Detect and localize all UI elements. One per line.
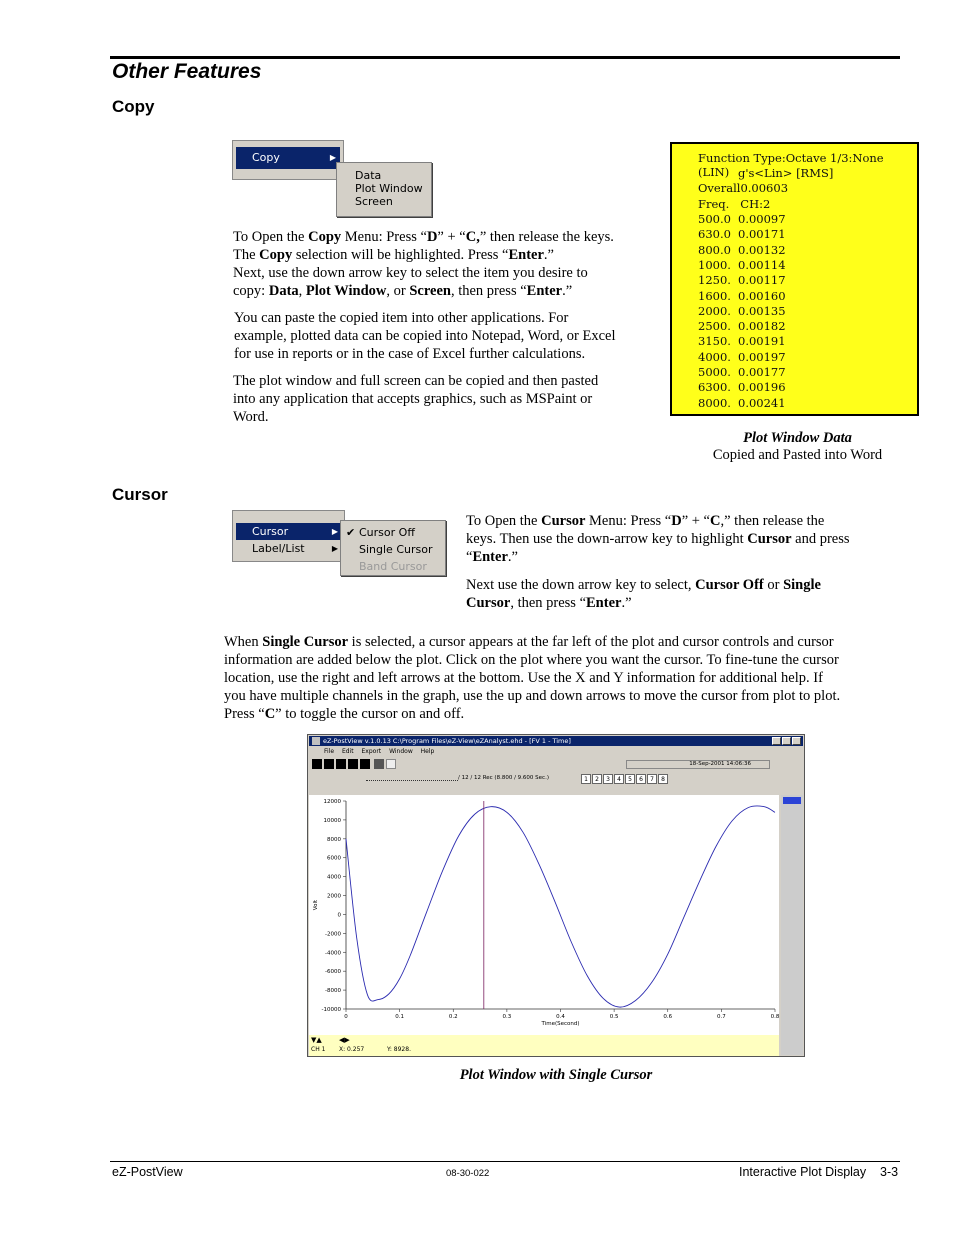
x-tick-label: 0.1 bbox=[395, 1014, 404, 1020]
copy-menu-screenshot bbox=[232, 140, 434, 218]
channel-button[interactable]: 6 bbox=[636, 774, 646, 784]
copy-para-3: The plot window and full screen can be copied and then pasted into any application that accepts graphics, such as MSPaint or Word. bbox=[233, 373, 599, 425]
y-tick-label: 6000 bbox=[327, 855, 341, 862]
minimize-button[interactable] bbox=[772, 737, 781, 745]
copy-menu-item-label: Copy bbox=[252, 151, 280, 164]
copy-menu-item[interactable] bbox=[236, 147, 340, 169]
window-title: eZ-PostView v.1.0.13 C:\Program Files\eZ-View\eZAnalyst.ehd - [FV 1 - Time] bbox=[323, 737, 571, 745]
y-tick-label: 0 bbox=[337, 912, 341, 919]
app-menu-bar bbox=[324, 748, 434, 755]
record-slider[interactable] bbox=[366, 775, 458, 781]
cursor-para-1: To Open the Cursor Menu: Press “D” + “C,” then release the keys. Then use the down-arrow key to highlight Cursor and press “Enter.” bbox=[466, 513, 850, 565]
stop-icon[interactable] bbox=[336, 759, 346, 769]
y-tick-label: 2000 bbox=[327, 893, 341, 900]
cursor-controls bbox=[309, 1035, 779, 1056]
data-box-row: 1250. 0.00117 bbox=[698, 273, 786, 288]
channel-button[interactable]: 2 bbox=[592, 774, 602, 784]
next-record-icon[interactable] bbox=[348, 759, 358, 769]
channel-button[interactable]: 4 bbox=[614, 774, 624, 784]
label-list-menu-item[interactable] bbox=[236, 540, 342, 557]
close-button[interactable] bbox=[792, 737, 801, 745]
copy-heading: Copy bbox=[112, 97, 155, 116]
data-box-row: 1600. 0.00160 bbox=[698, 288, 786, 303]
data-box-row: 800.0 0.00132 bbox=[698, 242, 786, 257]
plot-window-caption: Plot Window with Single Cursor bbox=[459, 1067, 653, 1083]
copy-caption-subtitle: Copied and Pasted into Word bbox=[712, 447, 883, 463]
footer-rule bbox=[110, 1161, 900, 1162]
copy-caption bbox=[700, 430, 895, 464]
copy-submenu-data[interactable]: Data bbox=[355, 169, 382, 182]
submenu-arrow-icon: ▶ bbox=[331, 544, 338, 553]
copy-submenu-plot-window[interactable]: Plot Window bbox=[355, 182, 423, 195]
checkmark-icon: ✔ bbox=[346, 526, 356, 539]
print-icon[interactable] bbox=[374, 759, 384, 769]
x-tick-label: 0.4 bbox=[556, 1014, 565, 1020]
channel-buttons bbox=[581, 774, 681, 784]
data-box-row: 2000. 0.00135 bbox=[698, 303, 786, 318]
data-box-row: 8000. 0.00241 bbox=[698, 395, 786, 410]
y-axis-label: Volt bbox=[313, 899, 319, 911]
menu-file[interactable]: File bbox=[324, 748, 335, 755]
footer-product: eZ-PostView bbox=[112, 1165, 183, 1179]
app-icon bbox=[312, 737, 320, 745]
copy-para-1: To Open the Copy Menu: Press “D” + “C,” then release the keys. The Copy selection will be highlighted. Press “Enter.” Next, use the down arrow key to select the item you desire to copy: Data, Plot Window, or Screen, then press “Enter.” bbox=[233, 229, 614, 299]
date-display: 18-Sep-2001 14:06:36 bbox=[626, 760, 770, 769]
footer-page: Interactive Plot Display 3-3 bbox=[739, 1165, 899, 1179]
top-rule bbox=[110, 56, 900, 59]
copy-submenu bbox=[336, 162, 432, 217]
x-tick-label: 0 bbox=[344, 1014, 348, 1020]
submenu-arrow-icon: ▶ bbox=[329, 153, 336, 162]
data-box-overall: Overall0.00603 bbox=[698, 181, 789, 195]
data-box-row: 4000. 0.00197 bbox=[698, 349, 786, 364]
window-title-bar bbox=[309, 736, 803, 746]
channel-button[interactable]: 5 bbox=[625, 774, 635, 784]
y-tick-label: -6000 bbox=[325, 969, 341, 976]
cursor-x-readout: X: 0.257 bbox=[339, 1046, 365, 1053]
last-record-icon[interactable] bbox=[360, 759, 370, 769]
cursor-submenu-off[interactable]: Cursor Off bbox=[359, 526, 415, 539]
cursor-menu-item-label: Cursor bbox=[252, 525, 289, 538]
cursor-para-2: Next use the down arrow key to select, Cursor Off or Single Cursor, then press “Enter.” bbox=[466, 577, 821, 611]
cursor-channel: CH 1 bbox=[311, 1046, 326, 1053]
record-info: / 12 / 12 Rec (8.800 / 9.600 Sec.) bbox=[458, 775, 549, 781]
plot-window-data-box bbox=[670, 142, 919, 416]
data-box-units: g's<Lin> [RMS] bbox=[738, 166, 834, 180]
x-tick-label: 0.8 bbox=[770, 1014, 779, 1020]
data-box-row: 5000. 0.00177 bbox=[698, 365, 786, 379]
x-tick-label: 0.7 bbox=[717, 1014, 726, 1020]
data-box-row: 500.0 0.00097 bbox=[698, 212, 786, 226]
cursor-submenu bbox=[340, 520, 446, 576]
cursor-submenu-single[interactable]: Single Cursor bbox=[359, 543, 433, 556]
menu-window[interactable]: Window bbox=[389, 748, 413, 755]
time-plot[interactable] bbox=[309, 795, 779, 1035]
cursor-menu-item[interactable] bbox=[236, 523, 342, 540]
menu-help[interactable]: Help bbox=[420, 748, 435, 755]
channel-button[interactable]: 7 bbox=[647, 774, 657, 784]
y-tick-label: -8000 bbox=[325, 988, 341, 995]
y-tick-label: 10000 bbox=[323, 817, 341, 824]
x-tick-label: 0.6 bbox=[663, 1014, 673, 1020]
up-down-arrows-icon[interactable]: ▼▲ bbox=[311, 1036, 322, 1044]
x-tick-label: 0.3 bbox=[502, 1014, 512, 1020]
copy-para-2: You can paste the copied item into other applications. For example, plotted data can be copied into Notepad, Word, or Excel for use in reports or in the case of Excel further calculations. bbox=[234, 310, 616, 362]
cursor-para-3: When Single Cursor is selected, a cursor appears at the far left of the plot and cursor controls and cursor information are added below the plot. Click on the plot where you want the cursor. To fine-tune the cursor location, use the right and left arrows at the bottom. Use the X and Y information for additional help. If you have multiple channels in the graph, use the up and down arrows to move the cursor from plot to plot. Press “C” to toggle the cursor on and off. bbox=[224, 634, 841, 722]
data-box-row: 6300. 0.00196 bbox=[698, 380, 786, 395]
channel-button[interactable]: 8 bbox=[658, 774, 668, 784]
y-tick-label: -10000 bbox=[321, 1007, 341, 1013]
series-line bbox=[346, 806, 775, 1007]
copy-menu bbox=[232, 140, 344, 180]
channel-side-panel bbox=[781, 795, 803, 1055]
cursor-menu-screenshot bbox=[232, 510, 448, 580]
data-box-row: 2500. 0.00182 bbox=[698, 319, 786, 334]
menu-edit[interactable]: Edit bbox=[341, 748, 354, 755]
cursor-submenu-band: Band Cursor bbox=[359, 560, 427, 573]
data-box-row: 3150. 0.00191 bbox=[698, 334, 786, 349]
cursor-menu bbox=[232, 510, 345, 562]
y-tick-label: 8000 bbox=[327, 836, 341, 843]
channel-button[interactable]: 3 bbox=[603, 774, 613, 784]
copy-icon[interactable] bbox=[386, 759, 396, 769]
y-tick-label: 12000 bbox=[323, 799, 341, 805]
y-tick-label: -2000 bbox=[325, 931, 341, 938]
maximize-button[interactable] bbox=[782, 737, 791, 745]
y-tick-label: -4000 bbox=[325, 950, 341, 957]
channel-indicator[interactable] bbox=[783, 797, 801, 804]
prev-record-icon[interactable] bbox=[324, 759, 334, 769]
first-record-icon[interactable] bbox=[312, 759, 322, 769]
left-right-arrows-icon[interactable]: ◀▶ bbox=[339, 1036, 350, 1044]
cursor-y-readout: Y: 8928. bbox=[387, 1046, 411, 1053]
y-tick-label: 4000 bbox=[327, 874, 341, 881]
copy-submenu-screen[interactable]: Screen bbox=[355, 195, 393, 208]
submenu-arrow-icon: ▶ bbox=[331, 527, 338, 536]
cursor-heading: Cursor bbox=[112, 485, 168, 504]
channel-button[interactable]: 1 bbox=[581, 774, 591, 784]
x-axis-label: Time(Second) bbox=[541, 1021, 580, 1027]
ez-postview-window bbox=[307, 734, 805, 1057]
copy-caption-title: Plot Window Data bbox=[743, 430, 852, 446]
plot-area[interactable] bbox=[309, 795, 779, 1035]
section-title: Other Features bbox=[112, 60, 262, 83]
x-tick-label: 0.2 bbox=[448, 1014, 458, 1020]
menu-export[interactable]: Export bbox=[361, 748, 382, 755]
footer-date: 08-30-022 bbox=[446, 1168, 490, 1179]
data-box-function-type: Function Type:Octave 1/3:None (LIN) bbox=[698, 151, 884, 179]
data-box-row: 630.0 0.00171 bbox=[698, 227, 786, 242]
x-tick-label: 0.5 bbox=[609, 1014, 619, 1020]
data-box-header: Freq. CH:2 bbox=[698, 197, 771, 211]
label-list-menu-item-label: Label/List bbox=[252, 542, 305, 555]
data-box-row: 1000. 0.00114 bbox=[698, 257, 786, 272]
